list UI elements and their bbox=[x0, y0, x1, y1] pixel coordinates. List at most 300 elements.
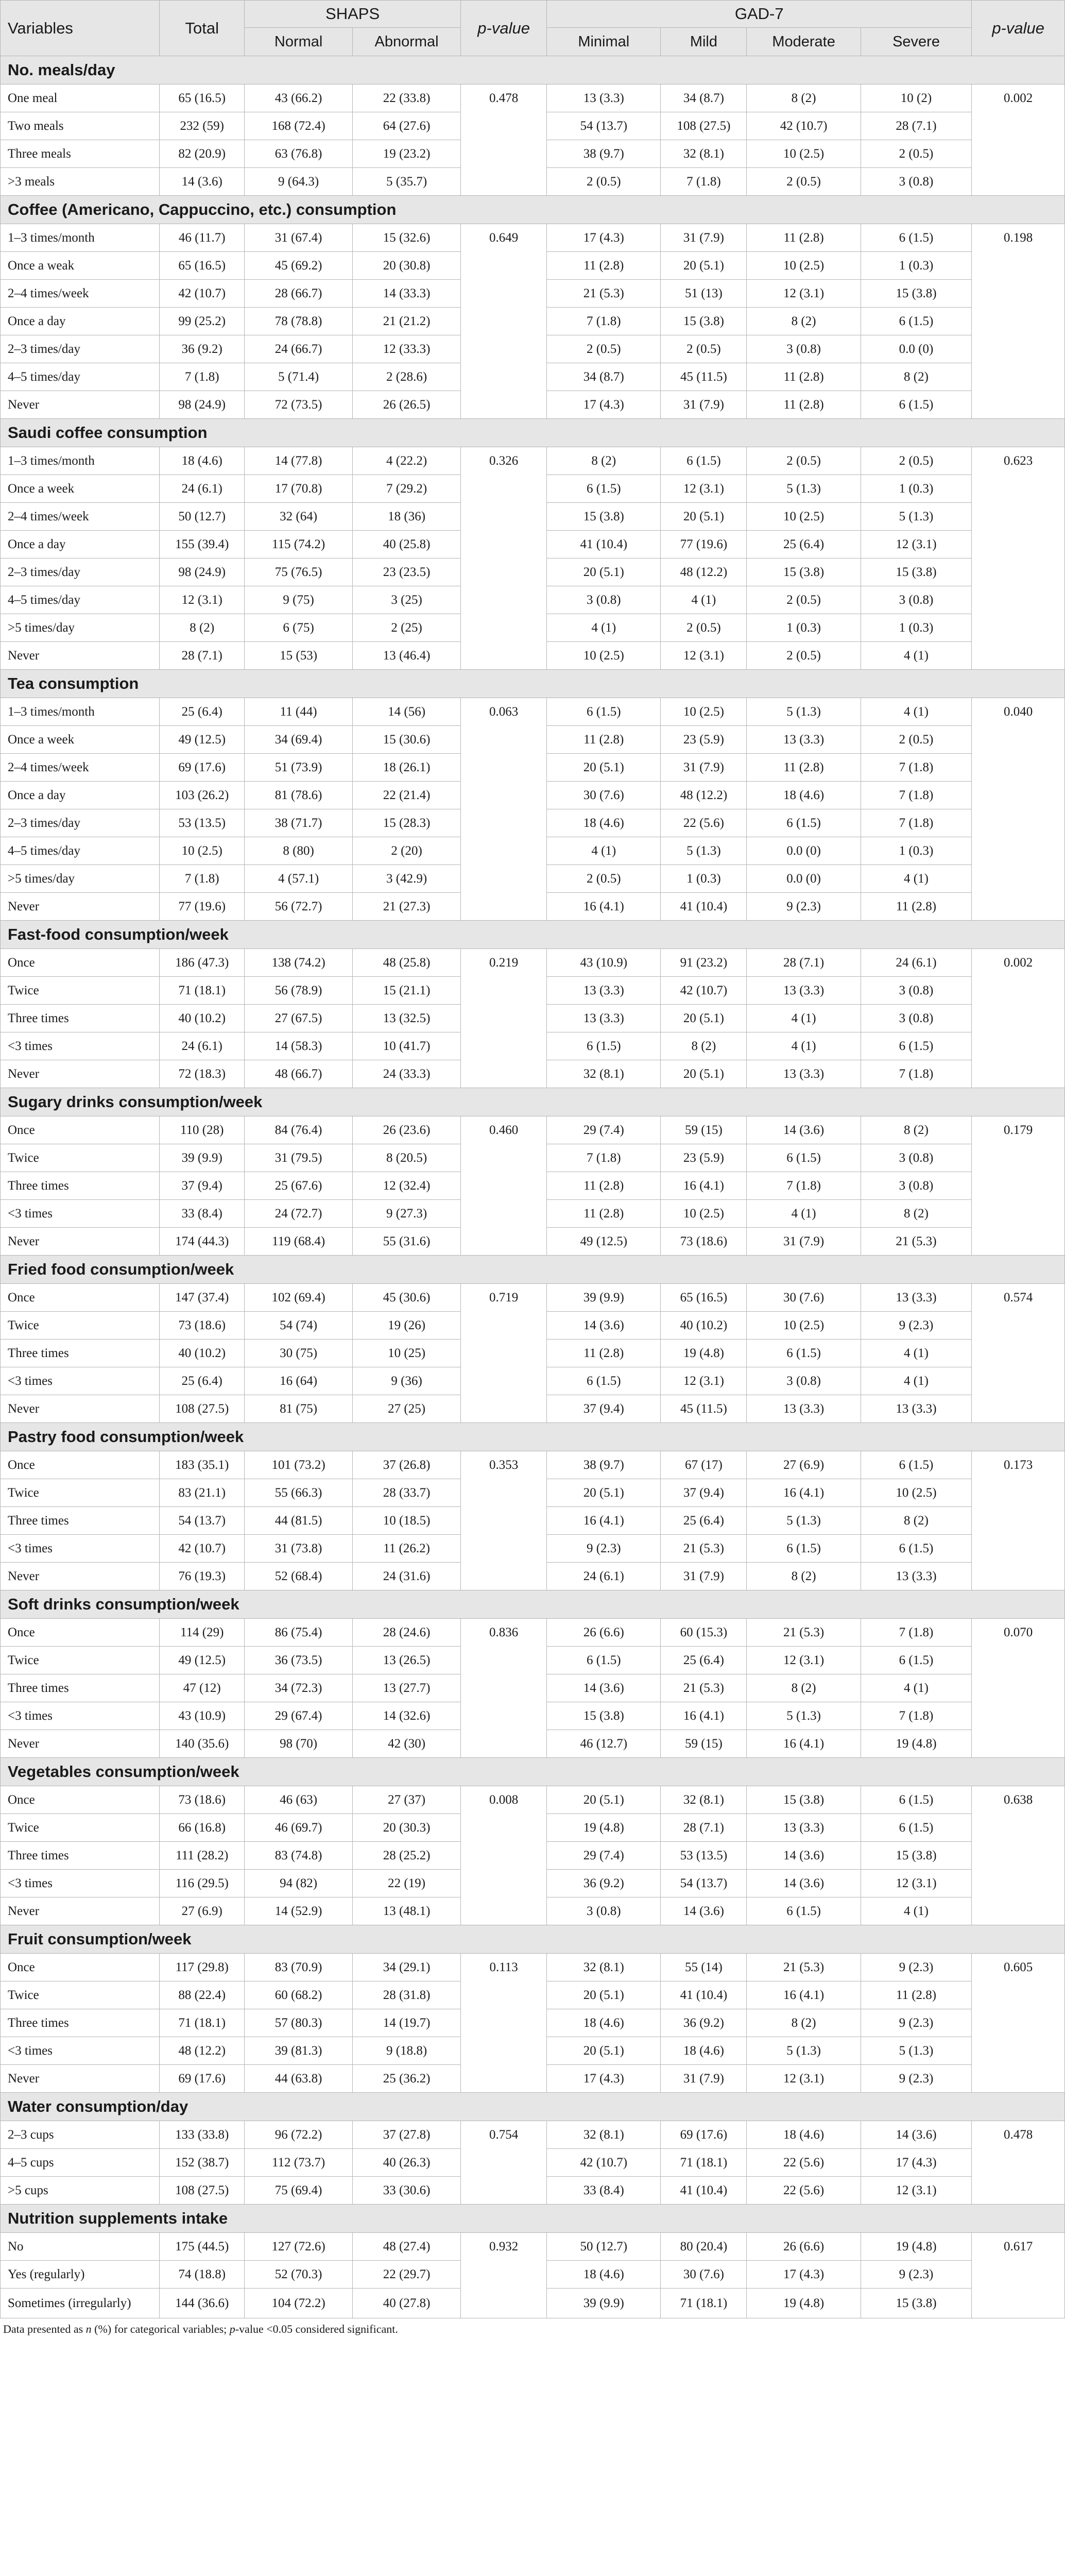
cell-normal: 81 (78.6) bbox=[245, 782, 353, 809]
cell-minimal: 3 (0.8) bbox=[547, 1897, 661, 1925]
cell-minimal: 11 (2.8) bbox=[547, 1172, 661, 1200]
cell-severe: 3 (0.8) bbox=[861, 977, 972, 1005]
cell-minimal: 21 (5.3) bbox=[547, 280, 661, 308]
cell-moderate: 6 (1.5) bbox=[747, 1535, 861, 1563]
cell-normal: 32 (64) bbox=[245, 503, 353, 531]
cell-abnormal: 28 (24.6) bbox=[353, 1619, 461, 1647]
cell-total: 25 (6.4) bbox=[160, 698, 245, 726]
cell-normal: 86 (75.4) bbox=[245, 1619, 353, 1647]
cell-total: 111 (28.2) bbox=[160, 1842, 245, 1870]
cell-abnormal: 48 (27.4) bbox=[353, 2233, 461, 2261]
cell-minimal: 11 (2.8) bbox=[547, 252, 661, 280]
cell-severe: 3 (0.8) bbox=[861, 1172, 972, 1200]
cell-normal: 34 (69.4) bbox=[245, 726, 353, 754]
cell-abnormal: 40 (27.8) bbox=[353, 2289, 461, 2318]
cell-moderate: 1 (0.3) bbox=[747, 614, 861, 642]
row-label: 2–3 times/day bbox=[1, 335, 160, 363]
cell-mild: 10 (2.5) bbox=[661, 698, 747, 726]
cell-moderate: 15 (3.8) bbox=[747, 1786, 861, 1814]
row-label: Never bbox=[1, 893, 160, 921]
cell-mild: 31 (7.9) bbox=[661, 224, 747, 252]
cell-mild: 41 (10.4) bbox=[661, 1981, 747, 2009]
cell-normal: 36 (73.5) bbox=[245, 1647, 353, 1674]
gad7-pvalue: 0.179 bbox=[972, 1116, 1065, 1256]
header-shaps-pvalue: p-value bbox=[461, 1, 547, 56]
cell-moderate: 14 (3.6) bbox=[747, 1870, 861, 1897]
cell-abnormal: 34 (29.1) bbox=[353, 1954, 461, 1981]
cell-abnormal: 2 (28.6) bbox=[353, 363, 461, 391]
cell-normal: 84 (76.4) bbox=[245, 1116, 353, 1144]
cell-mild: 36 (9.2) bbox=[661, 2009, 747, 2037]
cell-minimal: 15 (3.8) bbox=[547, 1702, 661, 1730]
gad7-pvalue: 0.574 bbox=[972, 1284, 1065, 1423]
shaps-pvalue: 0.754 bbox=[461, 2121, 547, 2205]
row-label: 1–3 times/month bbox=[1, 447, 160, 475]
row-label: Once a day bbox=[1, 308, 160, 335]
gad7-pvalue: 0.605 bbox=[972, 1954, 1065, 2093]
row-label: Three times bbox=[1, 1005, 160, 1032]
cell-abnormal: 55 (31.6) bbox=[353, 1228, 461, 1256]
cell-mild: 77 (19.6) bbox=[661, 531, 747, 558]
cell-total: 69 (17.6) bbox=[160, 754, 245, 782]
section-title: No. meals/day bbox=[1, 56, 1065, 84]
cell-abnormal: 26 (26.5) bbox=[353, 391, 461, 419]
cell-moderate: 8 (2) bbox=[747, 1674, 861, 1702]
cell-total: 98 (24.9) bbox=[160, 558, 245, 586]
cell-severe: 2 (0.5) bbox=[861, 726, 972, 754]
row-label: Twice bbox=[1, 1814, 160, 1842]
cell-mild: 73 (18.6) bbox=[661, 1228, 747, 1256]
cell-moderate: 18 (4.6) bbox=[747, 782, 861, 809]
cell-normal: 14 (77.8) bbox=[245, 447, 353, 475]
cell-abnormal: 15 (32.6) bbox=[353, 224, 461, 252]
cell-abnormal: 15 (28.3) bbox=[353, 809, 461, 837]
cell-minimal: 24 (6.1) bbox=[547, 1563, 661, 1590]
shaps-pvalue: 0.460 bbox=[461, 1116, 547, 1256]
cell-moderate: 12 (3.1) bbox=[747, 2065, 861, 2093]
cell-normal: 63 (76.8) bbox=[245, 140, 353, 168]
cell-total: 7 (1.8) bbox=[160, 865, 245, 893]
cell-severe: 4 (1) bbox=[861, 1367, 972, 1395]
cell-minimal: 6 (1.5) bbox=[547, 475, 661, 503]
row-label: 2–4 times/week bbox=[1, 280, 160, 308]
cell-moderate: 3 (0.8) bbox=[747, 335, 861, 363]
table-row bbox=[1, 84, 1065, 112]
cell-abnormal: 22 (29.7) bbox=[353, 2261, 461, 2289]
table-row bbox=[1, 1116, 1065, 1144]
cell-moderate: 11 (2.8) bbox=[747, 391, 861, 419]
cell-normal: 78 (78.8) bbox=[245, 308, 353, 335]
cell-mild: 41 (10.4) bbox=[661, 893, 747, 921]
cell-mild: 6 (1.5) bbox=[661, 447, 747, 475]
cell-mild: 22 (5.6) bbox=[661, 809, 747, 837]
cell-mild: 19 (4.8) bbox=[661, 1340, 747, 1367]
cell-moderate: 13 (3.3) bbox=[747, 726, 861, 754]
row-label: Twice bbox=[1, 1312, 160, 1340]
cell-severe: 7 (1.8) bbox=[861, 809, 972, 837]
section-title: Fried food consumption/week bbox=[1, 1256, 1065, 1284]
cell-mild: 40 (10.2) bbox=[661, 1312, 747, 1340]
cell-mild: 31 (7.9) bbox=[661, 2065, 747, 2093]
cell-total: 71 (18.1) bbox=[160, 977, 245, 1005]
cell-severe: 7 (1.8) bbox=[861, 1060, 972, 1088]
cell-normal: 54 (74) bbox=[245, 1312, 353, 1340]
gad7-pvalue: 0.040 bbox=[972, 698, 1065, 921]
cell-total: 27 (6.9) bbox=[160, 1897, 245, 1925]
cell-mild: 71 (18.1) bbox=[661, 2289, 747, 2318]
cell-normal: 72 (73.5) bbox=[245, 391, 353, 419]
row-label: <3 times bbox=[1, 2037, 160, 2065]
cell-mild: 1 (0.3) bbox=[661, 865, 747, 893]
cell-abnormal: 12 (33.3) bbox=[353, 335, 461, 363]
cell-moderate: 3 (0.8) bbox=[747, 1367, 861, 1395]
row-label: Once bbox=[1, 1116, 160, 1144]
cell-mild: 80 (20.4) bbox=[661, 2233, 747, 2261]
cell-minimal: 10 (2.5) bbox=[547, 642, 661, 670]
gad7-pvalue: 0.002 bbox=[972, 949, 1065, 1088]
cell-severe: 6 (1.5) bbox=[861, 1535, 972, 1563]
cell-moderate: 22 (5.6) bbox=[747, 2177, 861, 2205]
cell-moderate: 9 (2.3) bbox=[747, 893, 861, 921]
cell-minimal: 7 (1.8) bbox=[547, 1144, 661, 1172]
row-label: <3 times bbox=[1, 1200, 160, 1228]
cell-mild: 71 (18.1) bbox=[661, 2149, 747, 2177]
cell-total: 65 (16.5) bbox=[160, 252, 245, 280]
cell-moderate: 4 (1) bbox=[747, 1032, 861, 1060]
cell-moderate: 2 (0.5) bbox=[747, 586, 861, 614]
cell-moderate: 2 (0.5) bbox=[747, 642, 861, 670]
cell-mild: 32 (8.1) bbox=[661, 140, 747, 168]
gad7-pvalue: 0.173 bbox=[972, 1451, 1065, 1590]
cell-normal: 8 (80) bbox=[245, 837, 353, 865]
table-row bbox=[1, 698, 1065, 726]
cell-severe: 4 (1) bbox=[861, 865, 972, 893]
cell-abnormal: 37 (27.8) bbox=[353, 2121, 461, 2149]
cell-mild: 12 (3.1) bbox=[661, 642, 747, 670]
table-body bbox=[1, 56, 1065, 2318]
shaps-pvalue: 0.219 bbox=[461, 949, 547, 1088]
cell-moderate: 10 (2.5) bbox=[747, 252, 861, 280]
cell-moderate: 22 (5.6) bbox=[747, 2149, 861, 2177]
cell-minimal: 16 (4.1) bbox=[547, 893, 661, 921]
row-label: Never bbox=[1, 1563, 160, 1590]
cell-normal: 48 (66.7) bbox=[245, 1060, 353, 1088]
shaps-pvalue: 0.836 bbox=[461, 1619, 547, 1758]
cell-total: 65 (16.5) bbox=[160, 84, 245, 112]
table-row bbox=[1, 949, 1065, 977]
row-label: 2–3 times/day bbox=[1, 558, 160, 586]
cell-normal: 5 (71.4) bbox=[245, 363, 353, 391]
cell-total: 140 (35.6) bbox=[160, 1730, 245, 1758]
cell-normal: 127 (72.6) bbox=[245, 2233, 353, 2261]
cell-severe: 7 (1.8) bbox=[861, 1619, 972, 1647]
cell-abnormal: 37 (26.8) bbox=[353, 1451, 461, 1479]
cell-mild: 34 (8.7) bbox=[661, 84, 747, 112]
section-title: Fast-food consumption/week bbox=[1, 921, 1065, 949]
cell-minimal: 54 (13.7) bbox=[547, 112, 661, 140]
cell-mild: 10 (2.5) bbox=[661, 1200, 747, 1228]
cell-mild: 20 (5.1) bbox=[661, 252, 747, 280]
cell-mild: 2 (0.5) bbox=[661, 614, 747, 642]
cell-abnormal: 8 (20.5) bbox=[353, 1144, 461, 1172]
cell-severe: 6 (1.5) bbox=[861, 1647, 972, 1674]
cell-severe: 6 (1.5) bbox=[861, 1451, 972, 1479]
cell-moderate: 6 (1.5) bbox=[747, 1340, 861, 1367]
header-shaps: SHAPS bbox=[245, 1, 461, 28]
cell-minimal: 11 (2.8) bbox=[547, 1200, 661, 1228]
cell-mild: 20 (5.1) bbox=[661, 1005, 747, 1032]
cell-abnormal: 15 (21.1) bbox=[353, 977, 461, 1005]
row-label: 1–3 times/month bbox=[1, 224, 160, 252]
cell-moderate: 13 (3.3) bbox=[747, 977, 861, 1005]
cell-total: 50 (12.7) bbox=[160, 503, 245, 531]
row-label: Once bbox=[1, 1619, 160, 1647]
cell-normal: 52 (70.3) bbox=[245, 2261, 353, 2289]
section-header bbox=[1, 1590, 1065, 1619]
cell-abnormal: 42 (30) bbox=[353, 1730, 461, 1758]
row-label: Never bbox=[1, 2065, 160, 2093]
cell-total: 24 (6.1) bbox=[160, 1032, 245, 1060]
cell-severe: 3 (0.8) bbox=[861, 1144, 972, 1172]
cell-total: 74 (18.8) bbox=[160, 2261, 245, 2289]
cell-total: 98 (24.9) bbox=[160, 391, 245, 419]
cell-total: 71 (18.1) bbox=[160, 2009, 245, 2037]
cell-abnormal: 9 (27.3) bbox=[353, 1200, 461, 1228]
cell-minimal: 20 (5.1) bbox=[547, 558, 661, 586]
cell-minimal: 17 (4.3) bbox=[547, 224, 661, 252]
header-normal: Normal bbox=[245, 28, 353, 56]
row-label: Three times bbox=[1, 2009, 160, 2037]
cell-abnormal: 4 (22.2) bbox=[353, 447, 461, 475]
cell-total: 49 (12.5) bbox=[160, 1647, 245, 1674]
cell-total: 82 (20.9) bbox=[160, 140, 245, 168]
table-row bbox=[1, 2233, 1065, 2261]
cell-mild: 69 (17.6) bbox=[661, 2121, 747, 2149]
section-header bbox=[1, 56, 1065, 84]
cell-moderate: 21 (5.3) bbox=[747, 1619, 861, 1647]
cell-total: 116 (29.5) bbox=[160, 1870, 245, 1897]
cell-minimal: 37 (9.4) bbox=[547, 1395, 661, 1423]
cell-moderate: 4 (1) bbox=[747, 1005, 861, 1032]
cell-minimal: 14 (3.6) bbox=[547, 1312, 661, 1340]
cell-minimal: 8 (2) bbox=[547, 447, 661, 475]
cell-mild: 21 (5.3) bbox=[661, 1535, 747, 1563]
cell-severe: 5 (1.3) bbox=[861, 503, 972, 531]
shaps-pvalue: 0.063 bbox=[461, 698, 547, 921]
cell-total: 49 (12.5) bbox=[160, 726, 245, 754]
cell-minimal: 20 (5.1) bbox=[547, 1786, 661, 1814]
cell-total: 88 (22.4) bbox=[160, 1981, 245, 2009]
section-title: Water consumption/day bbox=[1, 2093, 1065, 2121]
cell-total: 40 (10.2) bbox=[160, 1340, 245, 1367]
shaps-pvalue: 0.353 bbox=[461, 1451, 547, 1590]
section-header bbox=[1, 670, 1065, 698]
cell-mild: 48 (12.2) bbox=[661, 782, 747, 809]
header-abnormal: Abnormal bbox=[353, 28, 461, 56]
cell-moderate: 10 (2.5) bbox=[747, 140, 861, 168]
cell-total: 39 (9.9) bbox=[160, 1144, 245, 1172]
cell-total: 110 (28) bbox=[160, 1116, 245, 1144]
cell-total: 46 (11.7) bbox=[160, 224, 245, 252]
cell-total: 103 (26.2) bbox=[160, 782, 245, 809]
cell-total: 47 (12) bbox=[160, 1674, 245, 1702]
cell-moderate: 15 (3.8) bbox=[747, 558, 861, 586]
footnote-text: Data presented as bbox=[3, 2323, 86, 2335]
cell-severe: 4 (1) bbox=[861, 642, 972, 670]
row-label: 2–3 cups bbox=[1, 2121, 160, 2149]
cell-abnormal: 18 (36) bbox=[353, 503, 461, 531]
section-header bbox=[1, 2093, 1065, 2121]
cell-moderate: 5 (1.3) bbox=[747, 698, 861, 726]
cell-mild: 25 (6.4) bbox=[661, 1507, 747, 1535]
cell-total: 40 (10.2) bbox=[160, 1005, 245, 1032]
cell-moderate: 8 (2) bbox=[747, 1563, 861, 1590]
cell-abnormal: 45 (30.6) bbox=[353, 1284, 461, 1312]
cell-normal: 38 (71.7) bbox=[245, 809, 353, 837]
section-header bbox=[1, 1088, 1065, 1116]
cell-mild: 31 (7.9) bbox=[661, 391, 747, 419]
cell-moderate: 0.0 (0) bbox=[747, 837, 861, 865]
row-label: >3 meals bbox=[1, 168, 160, 196]
cell-minimal: 9 (2.3) bbox=[547, 1535, 661, 1563]
section-title: Nutrition supplements intake bbox=[1, 2205, 1065, 2233]
row-label: 4–5 times/day bbox=[1, 586, 160, 614]
section-header bbox=[1, 196, 1065, 224]
cell-severe: 4 (1) bbox=[861, 1340, 972, 1367]
row-label: Two meals bbox=[1, 112, 160, 140]
cell-severe: 6 (1.5) bbox=[861, 308, 972, 335]
header-variables: Variables bbox=[1, 1, 160, 56]
cell-normal: 115 (74.2) bbox=[245, 531, 353, 558]
cell-minimal: 20 (5.1) bbox=[547, 1479, 661, 1507]
cell-minimal: 19 (4.8) bbox=[547, 1814, 661, 1842]
cell-total: 152 (38.7) bbox=[160, 2149, 245, 2177]
cell-abnormal: 20 (30.3) bbox=[353, 1814, 461, 1842]
cell-minimal: 6 (1.5) bbox=[547, 1032, 661, 1060]
cell-abnormal: 14 (56) bbox=[353, 698, 461, 726]
cell-normal: 9 (64.3) bbox=[245, 168, 353, 196]
cell-moderate: 11 (2.8) bbox=[747, 224, 861, 252]
cell-mild: 59 (15) bbox=[661, 1730, 747, 1758]
row-label: Once bbox=[1, 1284, 160, 1312]
cell-mild: 4 (1) bbox=[661, 586, 747, 614]
section-title: Vegetables consumption/week bbox=[1, 1758, 1065, 1786]
cell-minimal: 20 (5.1) bbox=[547, 2037, 661, 2065]
cell-total: 25 (6.4) bbox=[160, 1367, 245, 1395]
cell-mild: 16 (4.1) bbox=[661, 1172, 747, 1200]
cell-mild: 45 (11.5) bbox=[661, 363, 747, 391]
cell-total: 33 (8.4) bbox=[160, 1200, 245, 1228]
cell-severe: 17 (4.3) bbox=[861, 2149, 972, 2177]
cell-severe: 8 (2) bbox=[861, 1116, 972, 1144]
cell-total: 99 (25.2) bbox=[160, 308, 245, 335]
cell-total: 77 (19.6) bbox=[160, 893, 245, 921]
row-label: Three times bbox=[1, 1340, 160, 1367]
cell-normal: 28 (66.7) bbox=[245, 280, 353, 308]
cell-mild: 54 (13.7) bbox=[661, 1870, 747, 1897]
cell-mild: 32 (8.1) bbox=[661, 1786, 747, 1814]
cell-moderate: 13 (3.3) bbox=[747, 1060, 861, 1088]
cell-abnormal: 13 (48.1) bbox=[353, 1897, 461, 1925]
cell-mild: 15 (3.8) bbox=[661, 308, 747, 335]
cell-normal: 104 (72.2) bbox=[245, 2289, 353, 2318]
row-label: Never bbox=[1, 1060, 160, 1088]
cell-minimal: 30 (7.6) bbox=[547, 782, 661, 809]
cell-severe: 12 (3.1) bbox=[861, 2177, 972, 2205]
cell-moderate: 6 (1.5) bbox=[747, 809, 861, 837]
cell-minimal: 20 (5.1) bbox=[547, 1981, 661, 2009]
cell-severe: 4 (1) bbox=[861, 1897, 972, 1925]
cell-moderate: 8 (2) bbox=[747, 2009, 861, 2037]
cell-normal: 51 (73.9) bbox=[245, 754, 353, 782]
cell-minimal: 2 (0.5) bbox=[547, 335, 661, 363]
section-header bbox=[1, 1256, 1065, 1284]
cell-abnormal: 14 (33.3) bbox=[353, 280, 461, 308]
cell-severe: 11 (2.8) bbox=[861, 893, 972, 921]
header-moderate: Moderate bbox=[747, 28, 861, 56]
cell-minimal: 49 (12.5) bbox=[547, 1228, 661, 1256]
cell-total: 72 (18.3) bbox=[160, 1060, 245, 1088]
cell-total: 83 (21.1) bbox=[160, 1479, 245, 1507]
header-minimal: Minimal bbox=[547, 28, 661, 56]
cell-minimal: 32 (8.1) bbox=[547, 1060, 661, 1088]
cell-moderate: 8 (2) bbox=[747, 84, 861, 112]
row-label: Once bbox=[1, 1451, 160, 1479]
table-row bbox=[1, 2121, 1065, 2149]
cell-total: 53 (13.5) bbox=[160, 809, 245, 837]
cell-mild: 55 (14) bbox=[661, 1954, 747, 1981]
cell-moderate: 16 (4.1) bbox=[747, 1981, 861, 2009]
cell-normal: 4 (57.1) bbox=[245, 865, 353, 893]
row-label: Once a day bbox=[1, 531, 160, 558]
cell-normal: 39 (81.3) bbox=[245, 2037, 353, 2065]
footnote-n: n bbox=[85, 2323, 92, 2335]
cell-normal: 9 (75) bbox=[245, 586, 353, 614]
cell-total: 133 (33.8) bbox=[160, 2121, 245, 2149]
cell-total: 42 (10.7) bbox=[160, 280, 245, 308]
cell-severe: 9 (2.3) bbox=[861, 1954, 972, 1981]
cell-minimal: 3 (0.8) bbox=[547, 586, 661, 614]
cell-minimal: 14 (3.6) bbox=[547, 1674, 661, 1702]
shaps-pvalue: 0.113 bbox=[461, 1954, 547, 2093]
cell-abnormal: 40 (25.8) bbox=[353, 531, 461, 558]
row-label: 1–3 times/month bbox=[1, 698, 160, 726]
row-label: 4–5 times/day bbox=[1, 363, 160, 391]
cell-normal: 17 (70.8) bbox=[245, 475, 353, 503]
cell-severe: 6 (1.5) bbox=[861, 224, 972, 252]
cell-severe: 7 (1.8) bbox=[861, 782, 972, 809]
cell-normal: 31 (73.8) bbox=[245, 1535, 353, 1563]
footnote-text: -value <0.05 considered significant. bbox=[235, 2323, 398, 2335]
cell-minimal: 6 (1.5) bbox=[547, 698, 661, 726]
cell-total: 7 (1.8) bbox=[160, 363, 245, 391]
cell-severe: 3 (0.8) bbox=[861, 168, 972, 196]
row-label: Three times bbox=[1, 1842, 160, 1870]
cell-abnormal: 10 (25) bbox=[353, 1340, 461, 1367]
cell-severe: 1 (0.3) bbox=[861, 252, 972, 280]
cell-abnormal: 33 (30.6) bbox=[353, 2177, 461, 2205]
section-header bbox=[1, 1423, 1065, 1451]
header-gad7: GAD-7 bbox=[547, 1, 972, 28]
cell-normal: 94 (82) bbox=[245, 1870, 353, 1897]
cell-moderate: 11 (2.8) bbox=[747, 754, 861, 782]
cell-normal: 46 (69.7) bbox=[245, 1814, 353, 1842]
cell-total: 12 (3.1) bbox=[160, 586, 245, 614]
cell-severe: 2 (0.5) bbox=[861, 447, 972, 475]
cell-normal: 98 (70) bbox=[245, 1730, 353, 1758]
cell-minimal: 11 (2.8) bbox=[547, 726, 661, 754]
cell-normal: 24 (66.7) bbox=[245, 335, 353, 363]
